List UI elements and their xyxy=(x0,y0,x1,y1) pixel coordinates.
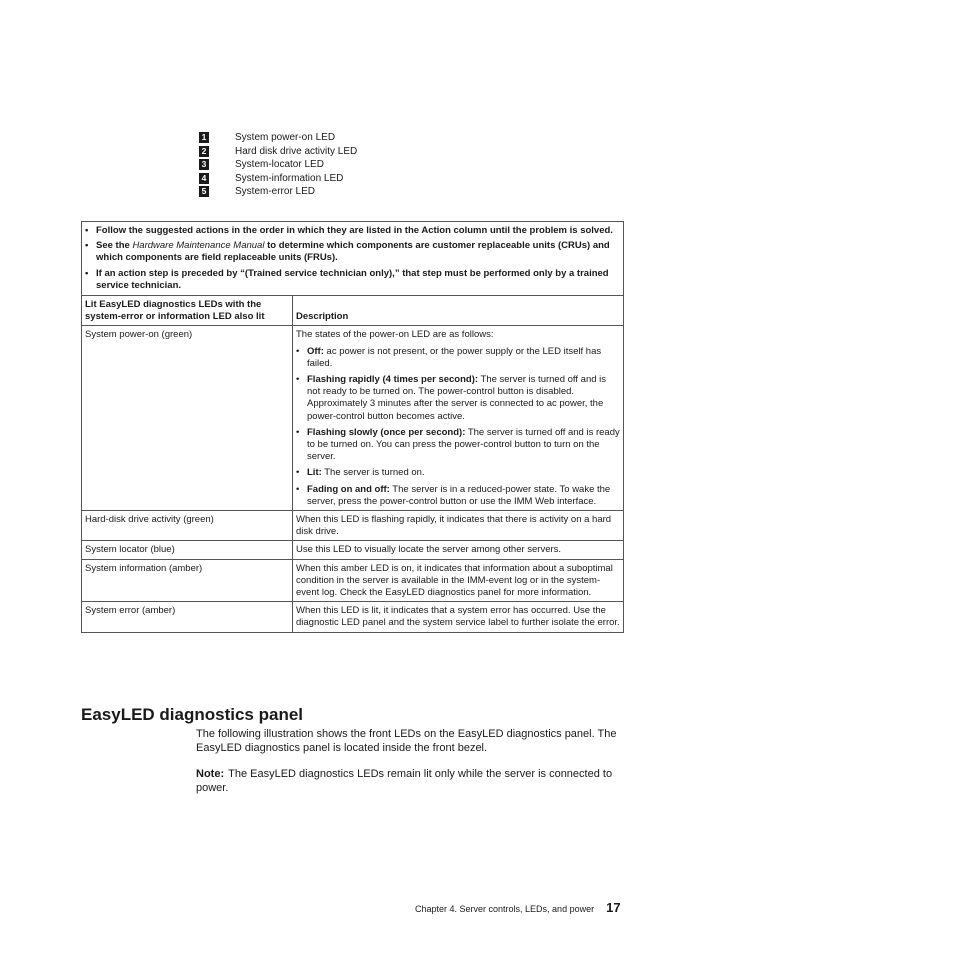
callout-item xyxy=(199,185,357,199)
callout-item xyxy=(199,172,357,186)
intro-paragraph: The following illustration shows the front LEDs on the EasyLED diagnostics panel. The EasyLED diagnostics panel is located inside the front bezel. xyxy=(196,728,617,754)
led-description: When this LED is flashing rapidly, it indicates that there is activity on a hard disk drive. xyxy=(293,511,624,541)
led-description: When this LED is lit, it indicates that a system error has occurred. Use the diagnostic LED panel and the system service label to further isolate the error. xyxy=(293,602,624,632)
led-name: System locator (blue) xyxy=(82,541,293,559)
table-notes-row xyxy=(82,222,624,296)
section-heading: EasyLED diagnostics panel xyxy=(81,705,304,724)
chapter-title: Chapter 4. Server controls, LEDs, and power xyxy=(415,904,595,914)
page-number: 17 xyxy=(606,900,621,915)
table-row xyxy=(82,511,624,541)
led-description: When this amber LED is on, it indicates that information about a suboptimal condition in the server is available in the IMM-event log or in the system-event log. Check the EasyLED diagnostics panel for more information. xyxy=(293,559,624,602)
table-row xyxy=(82,602,624,632)
led-name: Hard-disk drive activity (green) xyxy=(82,511,293,541)
state-item: • Fading on and off: The server is in a reduced-power state. To wake the server, press the power-control button or use the IMM Web interface. xyxy=(296,483,611,507)
note-body: The EasyLED diagnostics LEDs remain lit only while the server is connected to power. xyxy=(196,768,613,794)
callout-label: System-information LED xyxy=(235,172,344,184)
callout-number: 1 xyxy=(199,132,209,143)
page-footer xyxy=(415,900,621,915)
column-header-description: Description xyxy=(293,296,624,326)
manual-title: Hardware Maintenance Manual xyxy=(132,240,265,252)
callout-number: 5 xyxy=(199,186,209,197)
led-name: System error (amber) xyxy=(82,602,293,632)
note-item: • See the Hardware Maintenance Manual to determine which components are customer replaceable units (CRUs) and which components are field replaceable units (FRUs). xyxy=(85,240,619,264)
note-item: • If an action step is preceded by “(Trained service technician only),” that step must be performed only by a trained service technician. xyxy=(85,268,619,292)
led-description: The states of the power-on LED are as follows: • Off: ac power is not present, or the power supply or the LED itself has failed. • Flashing rapidly (4 times per second): The server is turned off and is not ready to be turned on. The power-control button is disabled. Approximately 3 minutes after the server is connected to ac power, the power-control button becomes active. • Flashing slowly (once per second): The server is turned off and is ready to be turned on. You can press the power-control button to turn on the server. • Lit: The server is turned on. • Fading on and off: The server is in a reduced-power state. To wake the server, press the power-control button or use the IMM Web interface. xyxy=(293,326,624,511)
callout-label: System-error LED xyxy=(235,186,316,197)
callout-label: System power-on LED xyxy=(235,132,336,143)
table-notes xyxy=(82,222,624,296)
callout-label: System-locator LED xyxy=(235,159,324,170)
callout-item xyxy=(199,158,357,172)
table-row xyxy=(82,559,624,602)
callout-number: 4 xyxy=(199,173,209,184)
led-name: System information (amber) xyxy=(82,559,293,602)
callout-number: 2 xyxy=(199,146,209,157)
callout-item xyxy=(199,145,357,159)
state-item: • Flashing slowly (once per second): The server is turned off and is ready to be turned on. You can press the power-control button to turn on the server. xyxy=(296,426,620,463)
state-item: • Off: ac power is not present, or the power supply or the LED itself has failed. xyxy=(296,345,602,369)
table-row xyxy=(82,326,624,511)
note-item: • Follow the suggested actions in the order in which they are listed in the Action column until the problem is solved. xyxy=(85,225,613,236)
column-header-led: Lit EasyLED diagnostics LEDs with the system-error or information LED also lit xyxy=(82,296,293,326)
table-row xyxy=(82,541,624,559)
note-text: See the Hardware Maintenance Manual to determine which components are customer replaceable units (CRUs) and which components are field replaceable units (FRUs). xyxy=(96,240,610,264)
note-text: If an action step is preceded by “(Trained service technician only),” that step must be performed only by a trained service technician. xyxy=(96,267,609,291)
callout-legend xyxy=(199,131,357,199)
led-description: Use this LED to visually locate the server among other servers. xyxy=(293,541,624,559)
led-name: System power-on (green) xyxy=(82,326,293,511)
state-item: • Lit: The server is turned on. xyxy=(296,467,425,479)
note-text: Follow the suggested actions in the order in which they are listed in the Action column until the problem is solved. xyxy=(96,225,613,236)
state-item: • Flashing rapidly (4 times per second): The server is turned off and is not ready to be turned on. The power-control button is disabled. Approximately 3 minutes after the server is connected to ac power, the power-control button becomes active. xyxy=(296,374,607,422)
led-diagnostics-table xyxy=(81,221,624,633)
callout-number: 3 xyxy=(199,159,209,170)
callout-item xyxy=(199,131,357,145)
callout-label: Hard disk drive activity LED xyxy=(235,145,358,157)
note-label: Note: xyxy=(196,768,225,780)
note-paragraph xyxy=(196,768,626,795)
table-header-row xyxy=(82,296,624,326)
